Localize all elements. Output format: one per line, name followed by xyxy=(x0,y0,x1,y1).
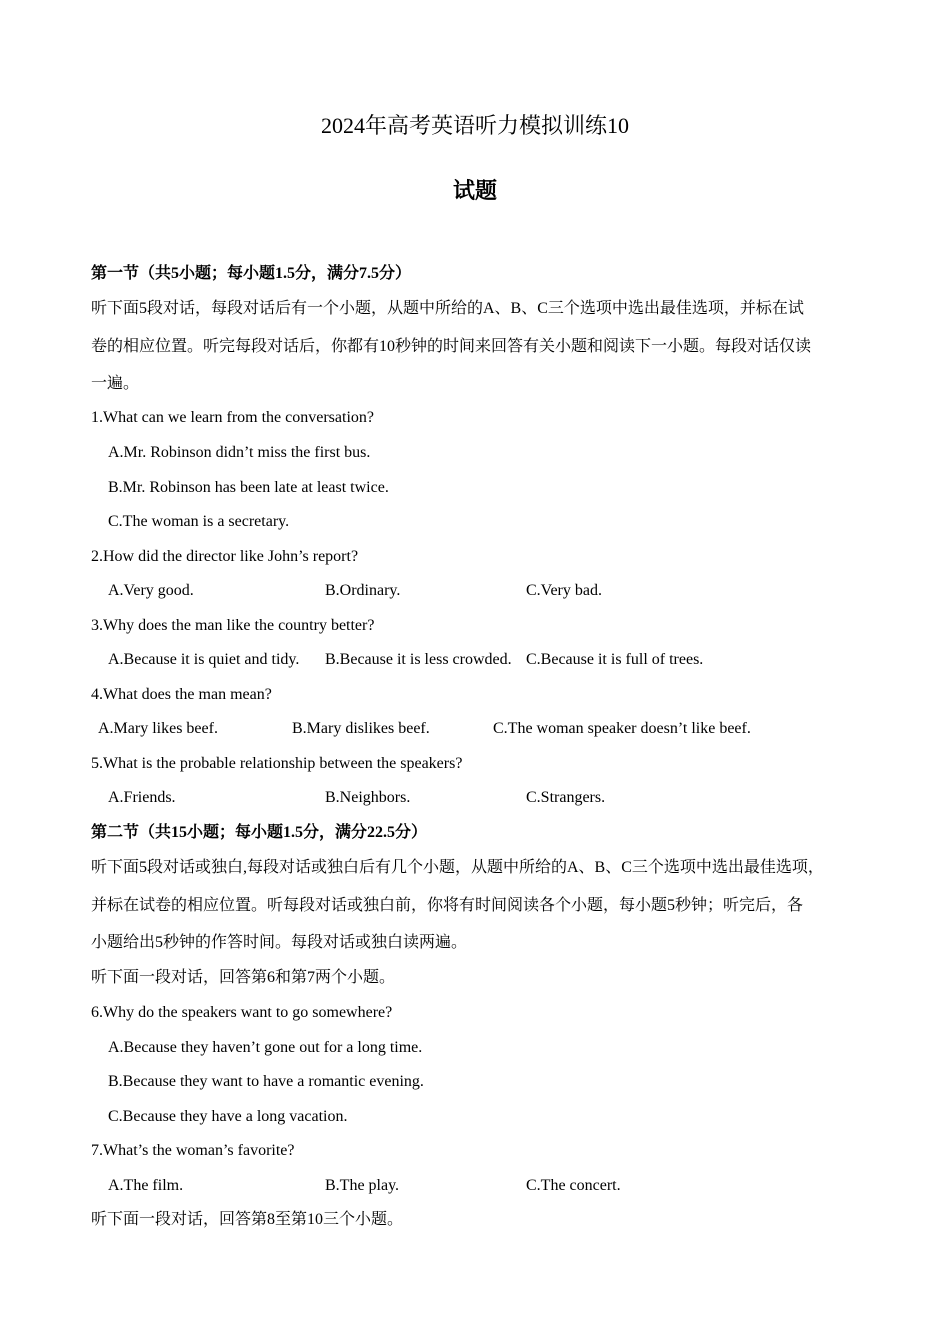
section1-heading: 第一节（共5小题；每小题1.5分，满分7.5分） xyxy=(91,265,412,282)
question-4-option-b: B.Mary dislikes beef. xyxy=(292,720,430,737)
page-title: 2024年高考英语听力模拟训练10 xyxy=(320,113,629,138)
question-4-stem: 4.What does the man mean? xyxy=(91,686,272,703)
question-2-stem: 2.How did the director like John’s report? xyxy=(91,548,359,565)
question-3-stem: 3.Why does the man like the country better? xyxy=(91,617,375,634)
section2-instruction-line: 听下面5段对话或独白,每段对话或独白后有几个小题，从题中所给的A、B、C三个选项中选出最佳选项， xyxy=(91,859,824,876)
section2-instruction-line: 小题给出5秒钟的作答时间。每段对话或独白读两遍。 xyxy=(91,934,468,951)
section2-heading: 第二节（共15小题；每小题1.5分，满分22.5分） xyxy=(91,824,428,841)
dialogue-group-intro: 听下面一段对话，回答第8至第10三个小题。 xyxy=(91,1211,404,1228)
question-7-option-b: B.The play. xyxy=(325,1177,400,1194)
section2-instruction-line: 并标在试卷的相应位置。听每段对话或独白前，你将有时间阅读各个小题，每小题5秒钟；听完后，各 xyxy=(91,897,804,914)
question-5-option-b: B.Neighbors. xyxy=(325,789,411,806)
question-5-option-a: A.Friends. xyxy=(108,789,176,806)
question-3-option-c: C.Because it is full of trees. xyxy=(526,651,704,668)
question-1-option-b: B.Mr. Robinson has been late at least twice. xyxy=(108,479,389,496)
question-5-stem: 5.What is the probable relationship between the speakers? xyxy=(91,755,463,772)
question-6-stem: 6.Why do the speakers want to go somewhere? xyxy=(91,1004,393,1021)
question-2-option-a: A.Very good. xyxy=(108,582,194,599)
question-3-option-a: A.Because it is quiet and tidy. xyxy=(108,651,300,668)
section1-instruction-line: 听下面5段对话，每段对话后有一个小题，从题中所给的A、B、C三个选项中选出最佳选项，并标在试 xyxy=(91,300,804,317)
question-4-option-a: A.Mary likes beef. xyxy=(98,720,218,737)
question-1-option-a: A.Mr. Robinson didn’t miss the first bus. xyxy=(108,444,371,461)
section1-instruction-line: 卷的相应位置。听完每段对话后，你都有10秒钟的时间来回答有关小题和阅读下一小题。每段对话仅读 xyxy=(91,338,812,355)
question-5-option-c: C.Strangers. xyxy=(526,789,606,806)
question-1-option-c: C.The woman is a secretary. xyxy=(108,513,290,530)
question-6-option-b: B.Because they want to have a romantic evening. xyxy=(108,1073,424,1090)
question-3-option-b: B.Because it is less crowded. xyxy=(325,651,512,668)
dialogue-group-intro: 听下面一段对话，回答第6和第7两个小题。 xyxy=(91,969,396,986)
question-6-option-a: A.Because they haven’t gone out for a long time. xyxy=(108,1039,423,1056)
question-7-option-a: A.The film. xyxy=(108,1177,184,1194)
question-4-option-c: C.The woman speaker doesn’t like beef. xyxy=(493,720,751,737)
question-2-option-c: C.Very bad. xyxy=(526,582,602,599)
question-6-option-c: C.Because they have a long vacation. xyxy=(108,1108,348,1125)
question-2-option-b: B.Ordinary. xyxy=(325,582,401,599)
section1-instruction-line: 一遍。 xyxy=(91,375,140,392)
page-subtitle: 试题 xyxy=(452,178,497,203)
question-7-option-c: C.The concert. xyxy=(526,1177,621,1194)
question-7-stem: 7.What’s the woman’s favorite? xyxy=(91,1142,295,1159)
question-1-stem: 1.What can we learn from the conversation? xyxy=(91,409,374,426)
